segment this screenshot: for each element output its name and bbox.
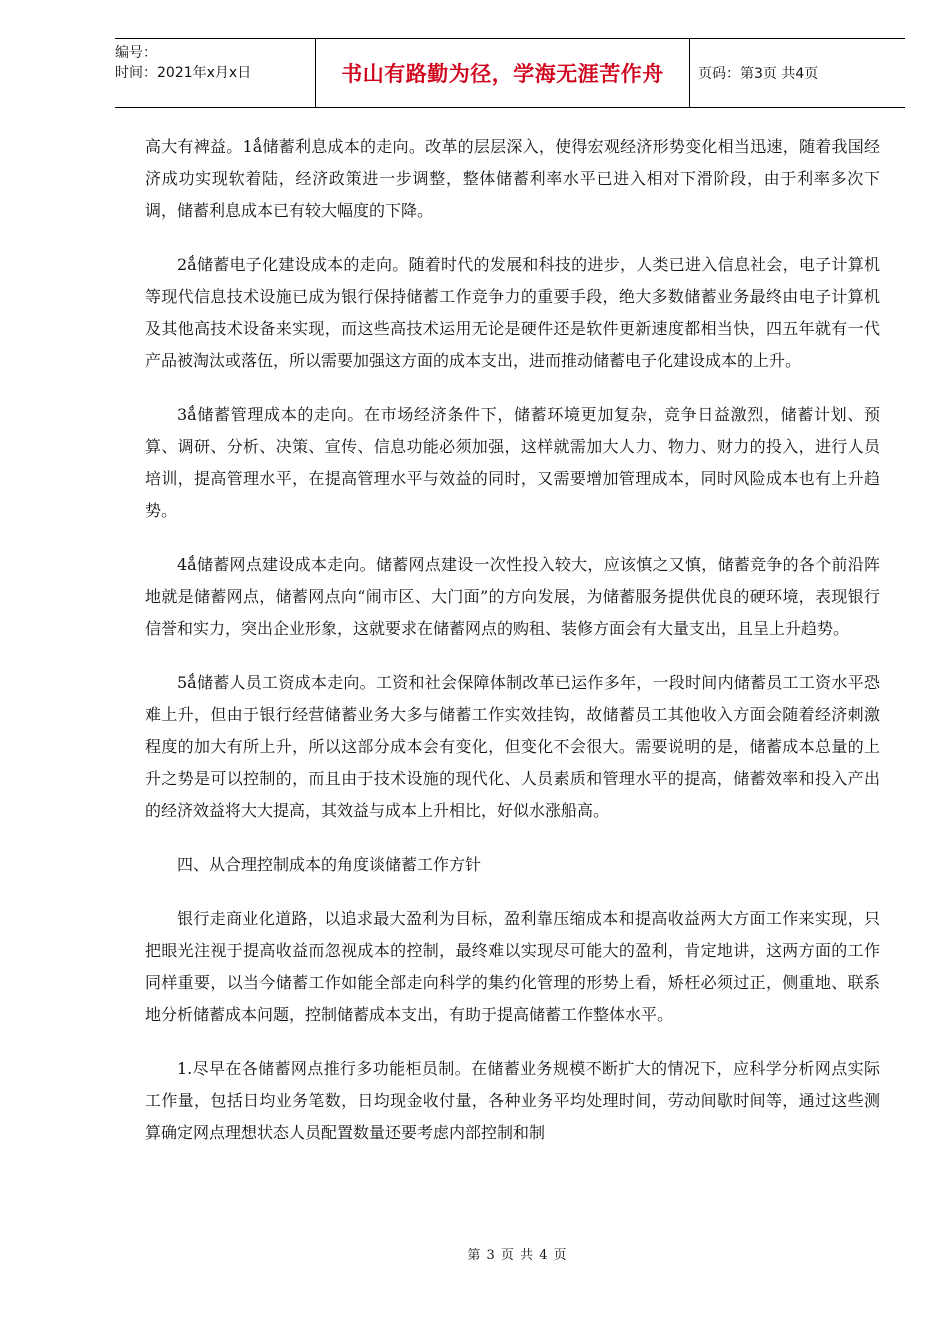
header-motto: 书山有路勤为径，学海无涯苦作舟	[315, 39, 690, 107]
section-heading: 四、从合理控制成本的角度谈储蓄工作方针	[177, 855, 482, 874]
paragraph-6: 银行走商业化道路，以追求最大盈利为目标，盈利靠压缩成本和提高收益两大方面工作来实现，只把眼光注视于提高收益而忽视成本的控制，最终难以实现尽可能大的盈利，肯定地讲，这两方面的工作同样重要，以当今储蓄工作如能全部走向科学的集约化管理的形势上看，矫枉必须过正，侧重地、联系地分析储蓄成本问题，控制储蓄成本支出，有助于提高储蓄工作整体水平。	[145, 909, 880, 1024]
page-header	[115, 38, 905, 108]
paragraph-5: 5ǻ储蓄人员工资成本走向。工资和社会保障体制改革已运作多年，一段时间内储蓄员工工资水平恐难上升，但由于银行经营储蓄业务大多与储蓄工作实效挂钩，故储蓄员工其他收入方面会随着经济刺激程度的加大有所上升，所以这部分成本会有变化，但变化不会很大。需要说明的是，储蓄成本总量的上升之势是可以控制的，而且由于技术设施的现代化、人员素质和管理水平的提高，储蓄效率和投入产出的经济效益将大大提高，其效益与成本上升相比，好似水涨船高。	[145, 673, 880, 820]
paragraph-1: 高大有裨益。1ǻ储蓄利息成本的走向。改革的层层深入，使得宏观经济形势变化相当迅速，随着我国经济成功实现软着陆，经济政策进一步调整，整体储蓄利率水平已进入相对下滑阶段，由于利率多次下调，储蓄利息成本已有较大幅度的下降。	[145, 137, 880, 220]
header-meta	[115, 39, 315, 107]
paragraph-3: 3ǻ储蓄管理成本的走向。在市场经济条件下，储蓄环境更加复杂，竞争日益激烈，储蓄计划、预算、调研、分析、决策、宣传、信息功能必须加强，这样就需加大人力、物力、财力的投入，进行人员培训，提高管理水平，在提高管理水平与效益的同时，又需要增加管理成本，同时风险成本也有上升趋势。	[145, 405, 880, 520]
paragraph-2: 2ǻ储蓄电子化建设成本的走向。随着时代的发展和科技的进步，人类已进入信息社会，电子计算机等现代信息技术设施已成为银行保持储蓄工作竞争力的重要手段，绝大多数储蓄业务最终由电子计算机及其他高技术设备来实现，而这些高技术运用无论是硬件还是软件更新速度都相当快，四五年就有一代产品被淘汰或落伍，所以需要加强这方面的成本支出，进而推动储蓄电子化建设成本的上升。	[145, 255, 880, 370]
time-label: 时间：2021年x月x日	[115, 65, 252, 81]
document-body	[145, 131, 880, 1171]
paragraph-7: 1.尽早在各储蓄网点推行多功能柜员制。在储蓄业务规模不断扩大的情况下，应科学分析网点实际工作量，包括日均业务笔数，日均现金收付量，各种业务平均处理时间，劳动间歇时间等，通过这些测算确定网点理想状态人员配置数量还要考虑内部控制和制	[145, 1059, 880, 1142]
serial-label: 编号：	[115, 45, 157, 61]
header-page-label: 页码：第3页 共4页	[698, 66, 819, 82]
paragraph-4: 4ǻ储蓄网点建设成本走向。储蓄网点建设一次性投入较大，应该慎之又慎，储蓄竞争的各个前沿阵地就是储蓄网点，储蓄网点向“闹市区、大门面”的方向发展，为储蓄服务提供优良的硬环境，表现银行信誉和实力，突出企业形象，这就要求在储蓄网点的购租、装修方面会有大量支出，且呈上升趋势。	[145, 555, 880, 638]
footer-page-number: 第 3 页 共 4 页	[467, 1248, 568, 1263]
page-footer	[0, 1244, 950, 1263]
